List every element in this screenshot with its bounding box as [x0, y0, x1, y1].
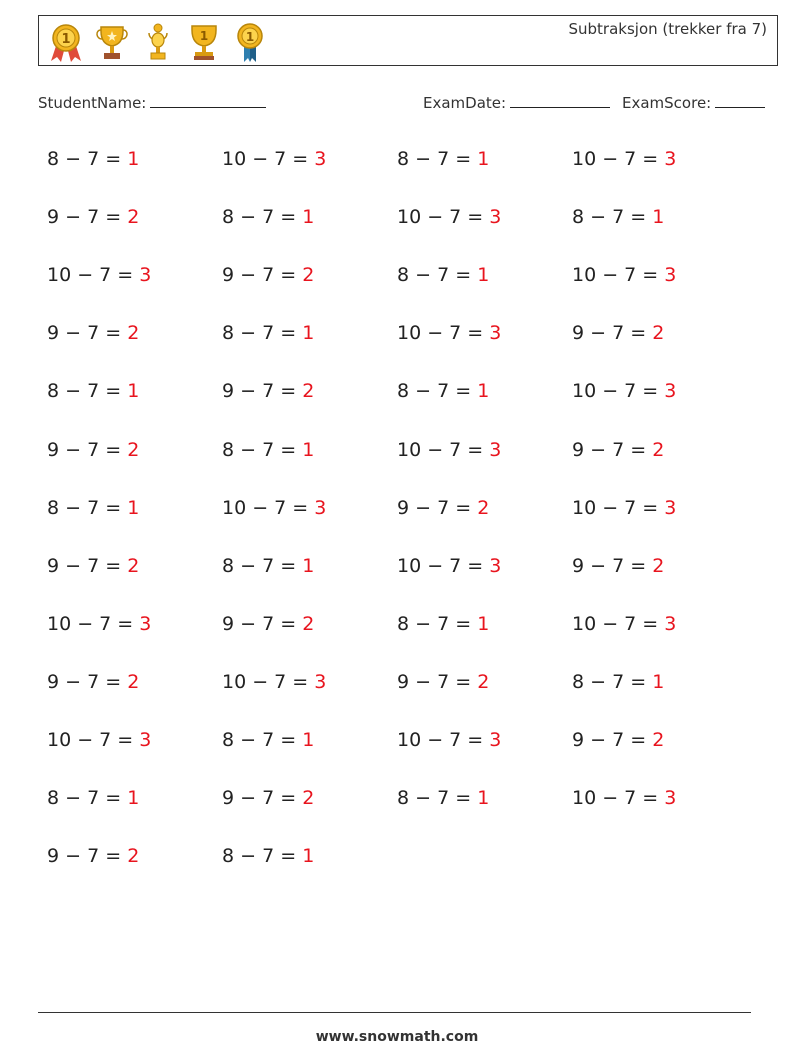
problem-item [47, 438, 139, 462]
problem-item [222, 321, 314, 345]
trophy-number-one-icon [185, 21, 223, 63]
problem-item [47, 147, 139, 171]
problem-item [397, 438, 501, 462]
problem-question: 10 − 7 = [397, 554, 490, 577]
problem-answer: 2 [652, 729, 665, 751]
trophy-cup-icon [93, 21, 131, 63]
problem-answer: 3 [489, 438, 502, 461]
problem-answer: 1 [302, 729, 315, 751]
problem-answer: 3 [139, 729, 152, 751]
problem-item [47, 379, 139, 403]
problem-item [572, 612, 676, 636]
problem-question: 8 − 7 = [222, 438, 303, 461]
problem-item [47, 612, 151, 636]
worksheet-title: Subtraksjon (trekker fra 7) [568, 20, 767, 38]
problem-item [397, 263, 489, 287]
problem-answer: 2 [302, 787, 315, 810]
problem-question: 8 − 7 = [397, 264, 478, 287]
problem-answer: 2 [652, 322, 665, 345]
problem-question: 10 − 7 = [397, 206, 490, 229]
problem-question: 10 − 7 = [47, 729, 140, 751]
problem-item [222, 147, 326, 171]
problem-question: 8 − 7 = [222, 554, 303, 577]
problem-question: 10 − 7 = [572, 264, 665, 287]
problem-answer: 3 [664, 787, 677, 810]
problem-answer: 2 [652, 554, 665, 577]
problem-question: 8 − 7 = [572, 206, 653, 229]
problem-item [222, 496, 326, 520]
problem-item [397, 205, 501, 229]
problem-item [397, 321, 501, 345]
problem-question: 8 − 7 = [222, 322, 303, 345]
problem-question: 8 − 7 = [222, 206, 303, 229]
problem-item [397, 147, 489, 171]
problem-answer: 3 [314, 670, 327, 693]
problem-answer: 1 [127, 380, 140, 403]
problem-question: 9 − 7 = [572, 554, 653, 577]
problem-question: 8 − 7 = [47, 380, 128, 403]
problem-question: 9 − 7 = [222, 380, 303, 403]
problem-answer: 2 [127, 554, 140, 577]
problem-question: 10 − 7 = [222, 148, 315, 170]
problem-answer: 1 [477, 612, 490, 635]
problem-answer: 2 [127, 845, 140, 868]
problem-answer: 1 [477, 264, 490, 287]
problem-question: 8 − 7 = [397, 380, 478, 403]
svg-text:1: 1 [61, 32, 71, 47]
problem-answer: 1 [652, 670, 665, 693]
problem-question: 10 − 7 = [397, 438, 490, 461]
problem-question: 10 − 7 = [572, 496, 665, 519]
problem-answer: 3 [664, 264, 677, 287]
problem-question: 9 − 7 = [47, 438, 128, 461]
problem-item [222, 379, 314, 403]
problem-item [47, 844, 139, 868]
exam-date-field [423, 93, 610, 112]
problem-answer: 1 [127, 148, 140, 170]
problem-question: 10 − 7 = [572, 148, 665, 170]
problem-question: 10 − 7 = [572, 787, 665, 810]
problem-item [572, 728, 664, 752]
svg-text:1: 1 [245, 30, 255, 44]
problem-answer: 1 [127, 496, 140, 519]
problem-answer: 1 [477, 148, 490, 170]
problem-question: 8 − 7 = [572, 670, 653, 693]
problem-item [222, 844, 314, 868]
problem-item [572, 147, 676, 171]
problem-item [572, 496, 676, 520]
footer-divider [38, 1012, 751, 1013]
student-name-field [38, 93, 266, 112]
problem-answer: 1 [302, 206, 315, 229]
problem-item [222, 786, 314, 810]
problem-item [222, 728, 314, 752]
problem-answer: 3 [664, 148, 677, 170]
problem-answer: 3 [664, 612, 677, 635]
problem-item [397, 728, 501, 752]
problem-answer: 3 [489, 729, 502, 751]
problem-question: 9 − 7 = [572, 438, 653, 461]
problem-item [222, 263, 314, 287]
problem-question: 9 − 7 = [47, 554, 128, 577]
problem-question: 9 − 7 = [47, 322, 128, 345]
problem-answer: 3 [314, 496, 327, 519]
problem-item [47, 496, 139, 520]
problem-answer: 3 [489, 206, 502, 229]
problem-answer: 2 [127, 206, 140, 229]
problem-question: 8 − 7 = [47, 496, 128, 519]
exam-score-label: ExamScore: [622, 94, 712, 112]
problem-answer: 2 [477, 496, 490, 519]
problem-question: 10 − 7 = [47, 612, 140, 635]
medal-ribbon-icon [47, 21, 85, 63]
problem-question: 10 − 7 = [572, 380, 665, 403]
problem-answer: 1 [302, 322, 315, 345]
problem-item [47, 554, 139, 578]
problem-item [572, 263, 676, 287]
problem-item [572, 670, 664, 694]
problem-question: 9 − 7 = [397, 670, 478, 693]
problem-question: 8 − 7 = [47, 787, 128, 810]
problem-item [397, 379, 489, 403]
problem-question: 10 − 7 = [222, 670, 315, 693]
problem-answer: 3 [139, 264, 152, 287]
problem-item [572, 438, 664, 462]
problem-question: 9 − 7 = [47, 845, 128, 868]
trophy-figure-icon [139, 21, 177, 63]
problem-item [397, 612, 489, 636]
student-name-label: StudentName: [38, 94, 147, 112]
problem-answer: 2 [302, 612, 315, 635]
problem-answer: 2 [127, 322, 140, 345]
problem-question: 8 − 7 = [222, 845, 303, 868]
problem-item [47, 786, 139, 810]
worksheet-header [38, 15, 778, 66]
problem-answer: 3 [489, 322, 502, 345]
problem-question: 10 − 7 = [222, 496, 315, 519]
problem-answer: 1 [477, 787, 490, 810]
exam-date-blank[interactable] [510, 93, 610, 108]
problem-answer: 3 [664, 380, 677, 403]
problem-answer: 3 [139, 612, 152, 635]
problem-answer: 2 [477, 670, 490, 693]
problem-item [397, 496, 489, 520]
exam-date-label: ExamDate: [423, 94, 507, 112]
exam-score-field [622, 93, 765, 112]
problem-item [47, 263, 151, 287]
problem-question: 8 − 7 = [397, 148, 478, 170]
problem-question: 9 − 7 = [397, 496, 478, 519]
problem-item [47, 728, 151, 752]
award-icons [47, 21, 269, 63]
problem-answer: 3 [489, 554, 502, 577]
problem-item [572, 786, 676, 810]
problem-answer: 1 [477, 380, 490, 403]
problem-item [397, 786, 489, 810]
problem-answer: 2 [127, 438, 140, 461]
problem-item [397, 554, 501, 578]
problem-answer: 1 [127, 787, 140, 810]
problem-item [222, 670, 326, 694]
problem-item [572, 321, 664, 345]
problem-question: 10 − 7 = [47, 264, 140, 287]
problem-question: 9 − 7 = [222, 612, 303, 635]
svg-text:1: 1 [199, 29, 209, 43]
problem-item [572, 379, 676, 403]
problem-item [222, 205, 314, 229]
problem-question: 10 − 7 = [397, 322, 490, 345]
problem-answer: 2 [127, 670, 140, 693]
problem-question: 9 − 7 = [222, 787, 303, 810]
problem-answer: 2 [302, 380, 315, 403]
problem-question: 8 − 7 = [397, 612, 478, 635]
problem-item [572, 205, 664, 229]
problem-question: 9 − 7 = [572, 729, 653, 751]
student-name-blank[interactable] [150, 93, 266, 108]
problem-answer: 3 [314, 148, 327, 170]
problem-question: 10 − 7 = [572, 612, 665, 635]
problem-question: 9 − 7 = [222, 264, 303, 287]
footer-website: www.snowmath.com [315, 1029, 479, 1045]
medal-blue-ribbon-icon [231, 21, 269, 63]
problem-question: 10 − 7 = [397, 729, 490, 751]
problem-question: 8 − 7 = [47, 148, 128, 170]
problem-answer: 1 [302, 438, 315, 461]
problem-answer: 3 [664, 496, 677, 519]
problem-question: 8 − 7 = [222, 729, 303, 751]
problem-question: 8 − 7 = [397, 787, 478, 810]
problem-item [47, 321, 139, 345]
problem-item [572, 554, 664, 578]
problem-answer: 1 [652, 206, 665, 229]
problem-item [397, 670, 489, 694]
problem-question: 9 − 7 = [572, 322, 653, 345]
problem-item [222, 612, 314, 636]
exam-score-blank[interactable] [715, 93, 765, 108]
problem-answer: 1 [302, 845, 315, 868]
problem-answer: 2 [302, 264, 315, 287]
problem-item [47, 670, 139, 694]
problem-item [222, 438, 314, 462]
problem-answer: 1 [302, 554, 315, 577]
problem-item [47, 205, 139, 229]
problem-answer: 2 [652, 438, 665, 461]
problem-question: 9 − 7 = [47, 206, 128, 229]
problem-question: 9 − 7 = [47, 670, 128, 693]
problem-item [222, 554, 314, 578]
